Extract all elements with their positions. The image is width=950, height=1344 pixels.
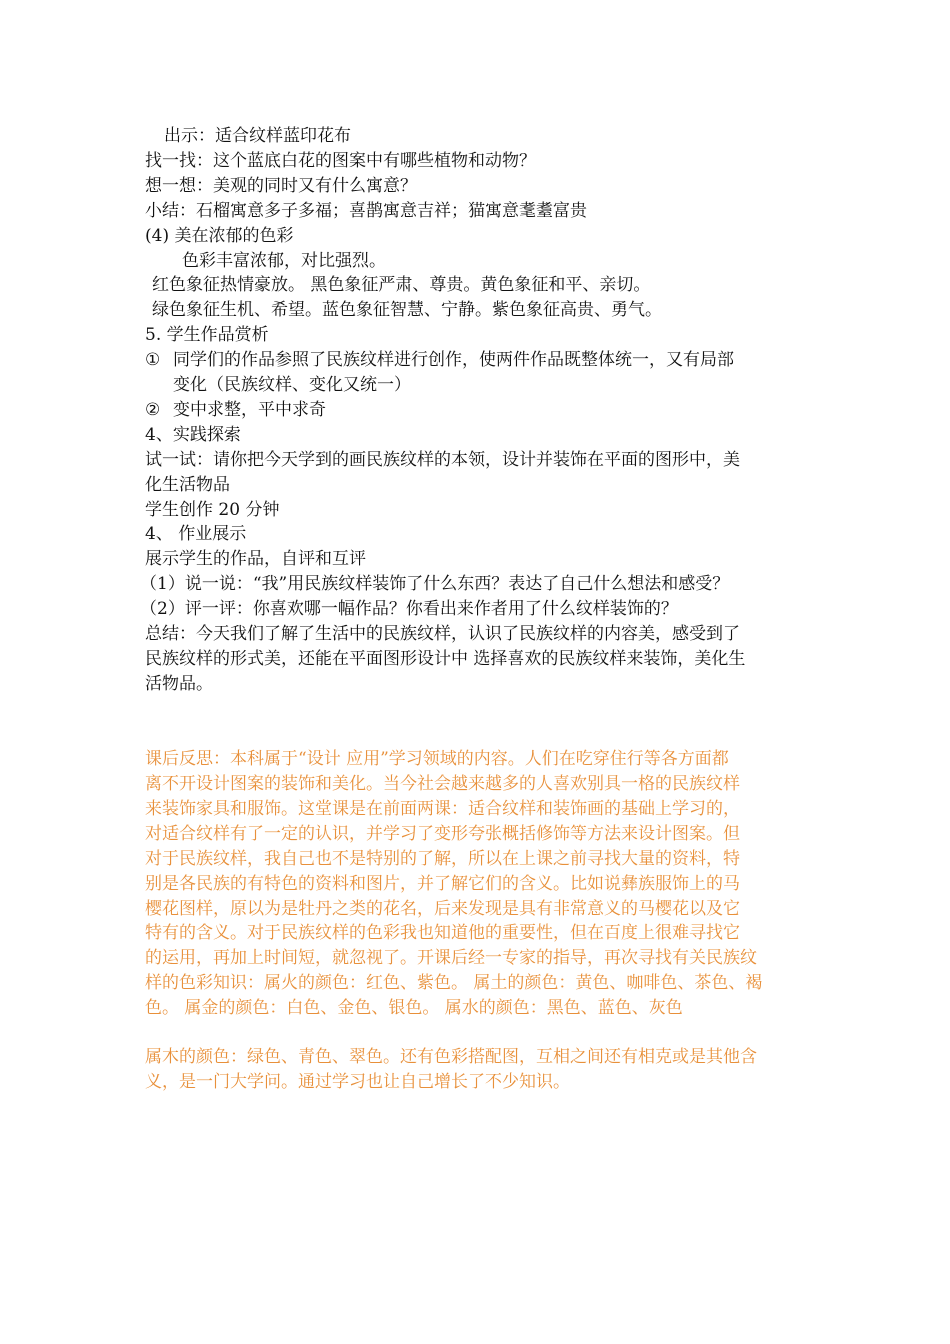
- list-item-1-text: 同学们的作品参照了民族纹样进行创作，使两件作品既整体统一，又有局部: [173, 350, 734, 370]
- think-line: 想一想：美观的同时又有什么寓意？: [145, 176, 417, 196]
- show-line: 出示：适合纹样蓝印花布: [164, 126, 351, 146]
- evaluate-line: （2）评一评：你喜欢哪一幅作品？你看出来作者用了什么纹样装饰的？: [140, 599, 678, 619]
- reflection-line-4: 对适合纹样有了一定的认识，并学习了变形夸张概括修饰等方法来设计图案。但: [145, 824, 740, 844]
- list-item-2-marker: ②: [145, 400, 161, 420]
- summary-line: 小结：石榴寓意多子多福；喜鹊寓意吉祥；猫寓意耄耋富贵: [145, 201, 587, 221]
- reflection-line-3: 来装饰家具和服饰。这堂课是在前面两课：适合纹样和装饰画的基础上学习的，: [145, 799, 740, 819]
- list-item-1-marker: ①: [145, 350, 161, 370]
- reflection-line-9: 的运用，再加上时间短，就忽视了。开课后经一专家的指导，再次寻找有关民族纹: [145, 948, 757, 968]
- reflection-line-10: 样的色彩知识：属火的颜色：红色、紫色。 属土的颜色：黄色、咖啡色、茶色、褐: [145, 973, 763, 993]
- reflection-line-2: 离不开设计图案的装饰和美化。当今社会越来越多的人喜欢别具一格的民族纹样: [145, 774, 740, 794]
- reflection-line-11: 色。 属金的颜色：白色、金色、银色。 属水的颜色：黑色、蓝色、灰色: [145, 998, 683, 1018]
- show-works-line: 展示学生的作品，自评和互评: [145, 549, 366, 569]
- section-heading-practice: 4、实践探索: [145, 425, 241, 445]
- reflection-line-1: 课后反思：本科属于“设计 应用”学习领域的内容。人们在吃穿住行等各方面都: [145, 749, 729, 769]
- reflection-line-5: 对于民族纹样，我自己也不是特别的了解，所以在上课之前寻找大量的资料，特: [145, 849, 740, 869]
- conclusion-line-3: 活物品。: [145, 674, 213, 694]
- colors-line-1: 红色象征热情豪放。 黑色象征严肃、尊贵。黄色象征和平、亲切。: [152, 275, 651, 295]
- conclusion-line-2: 民族纹样的形式美，还能在平面图形设计中 选择喜欢的民族纹样来装饰，美化生: [145, 649, 746, 669]
- reflection-line-6: 别是各民族的有特色的资料和图片，并了解它们的含义。比如说彝族服饰上的马: [145, 874, 740, 894]
- list-item-1-text-cont: 变化（民族纹样、变化又统一）: [173, 375, 411, 395]
- create-time-line: 学生创作 20 分钟: [145, 500, 280, 520]
- say-line: （1）说一说：“我”用民族纹样装饰了什么东西？表达了自己什么想法和感受？: [140, 574, 730, 594]
- section-heading-works: 5. 学生作品赏析: [145, 325, 269, 345]
- try-line-2: 化生活物品: [145, 475, 230, 495]
- colors-line-2: 绿色象征生机、希望。蓝色象征智慧、宁静。紫色象征高贵、勇气。: [152, 300, 662, 320]
- find-line: 找一找：这个蓝底白花的图案中有哪些植物和动物？: [145, 151, 536, 171]
- section-heading-colors: (4) 美在浓郁的色彩: [145, 226, 294, 246]
- conclusion-line-1: 总结：今天我们了解了生活中的民族纹样，认识了民族纹样的内容美，感受到了: [145, 624, 740, 644]
- reflection-tail-1: 属木的颜色：绿色、青色、翠色。还有色彩搭配图，互相之间还有相克或是其他含: [145, 1047, 757, 1067]
- try-line-1: 试一试：请你把今天学到的画民族纹样的本领，设计并装饰在平面的图形中，美: [145, 450, 740, 470]
- reflection-tail-2: 义，是一门大学问。通过学习也让自己增长了不少知识。: [145, 1072, 570, 1092]
- reflection-line-8: 特有的含义。对于民族纹样的色彩我也知道他的重要性，但在百度上很难寻找它: [145, 923, 740, 943]
- list-item-2-text: 变中求整，平中求奇: [173, 400, 326, 420]
- color-rich-line: 色彩丰富浓郁，对比强烈。: [182, 251, 386, 271]
- reflection-line-7: 樱花图样，原以为是牡丹之类的花名，后来发现是具有非常意义的马樱花以及它: [145, 899, 740, 919]
- section-heading-homework: 4、 作业展示: [145, 524, 247, 544]
